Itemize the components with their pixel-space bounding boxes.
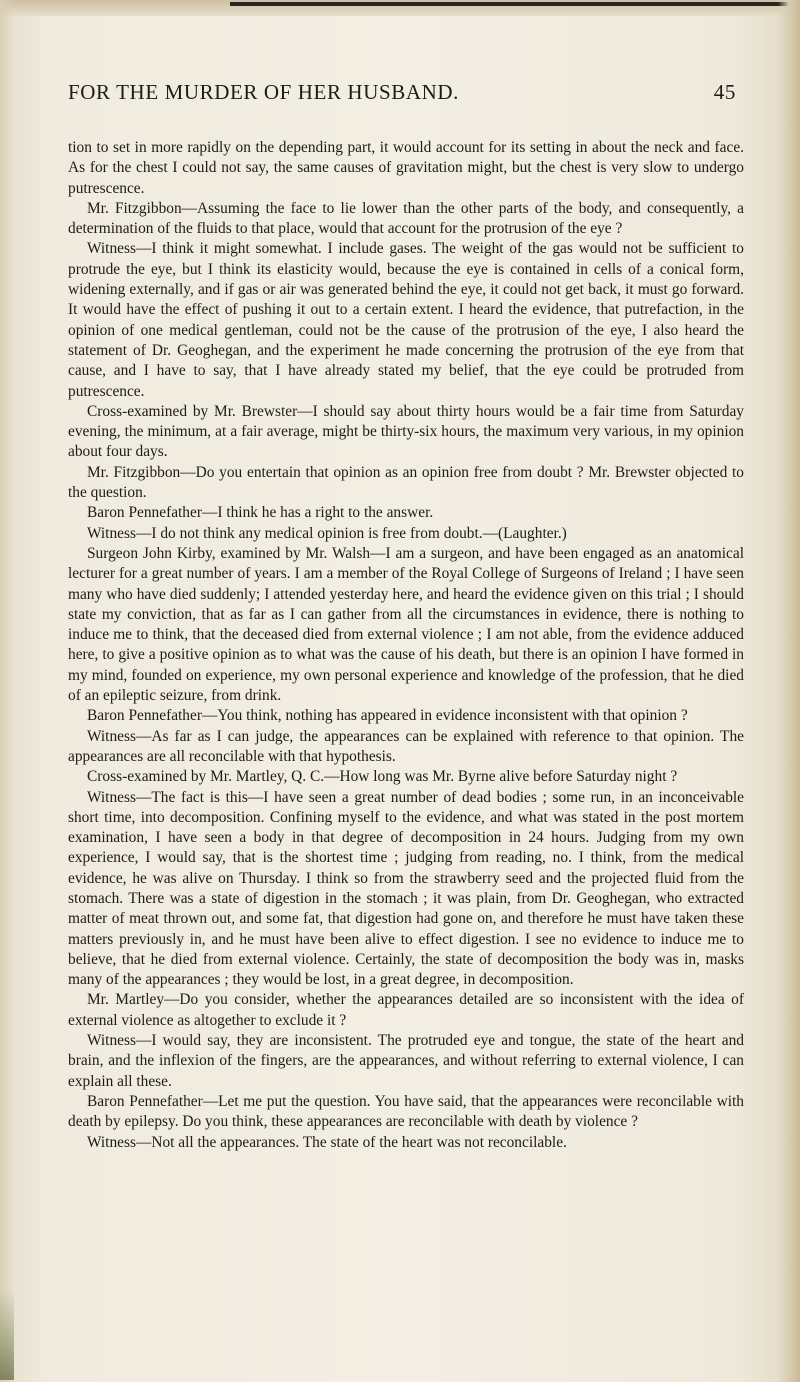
paragraph: Cross-examined by Mr. Martley, Q. C.—How long was Mr. Byrne alive before Saturday night ? — [87, 768, 678, 786]
page-top-edge — [0, 0, 800, 16]
running-head-title: FOR THE MURDER OF HER HUSBAND. — [68, 80, 459, 104]
paragraph: Mr. Fitzgibbon—Do you entertain that opinion as an opinion free from doubt ? Mr. Brewster objected to the question. — [68, 463, 744, 502]
paragraph: Surgeon John Kirby, examined by Mr. Walsh—I am a surgeon, and have been engaged as an anatomical lecturer for a great number of years. I am a member of the Royal College of Surgeons of Ireland ; I have seen many who have died suddenly; I attended yesterday here, and heard the evidence given on this trial ; I should state my conviction, that as far as I can gather from all the circumstances in evidence, there is nothing to induce me to think, that the deceased died from external violence ; I am not able, from the evidence adduced here, to give a positive opinion as to what was the cause of his death, but there is an opinion I have formed in my mind, founded on experience, my own personal experience and knowledge of the profession, that he died of an epileptic seizure, from drink. — [68, 544, 744, 705]
paragraph: Witness—I do not think any medical opinion is free from doubt.—(Laughter.) — [87, 524, 567, 542]
running-head — [68, 80, 736, 110]
paragraph: tion to set in more rapidly on the depending part, it would account for its setting in about the neck and face. As for the chest I could not say, the same causes of gravitation might, but the chest is very slow to undergo putrescence. — [68, 139, 744, 197]
paragraph: Baron Pennefather—I think he has a right to the answer. — [87, 504, 434, 522]
page-left-edge — [0, 0, 14, 1382]
top-rule — [230, 2, 800, 6]
paragraph: Witness—I would say, they are inconsistent. The protruded eye and tongue, the state of the heart and brain, and the inflexion of the fingers, are the appearances, and without referring to external violence, I can explain all these. — [68, 1032, 744, 1090]
paragraph: Mr. Martley—Do you consider, whether the appearances detailed are so inconsistent with the idea of external violence as altogether to exclude it ? — [68, 991, 744, 1029]
paragraph: Witness—I think it might somewhat. I include gases. The weight of the gas would not be sufficient to protrude the eye, but I think its elasticity would, because the eye is contained in cells of a conical form, widening externally, and if gas or air was generated behind the eye, it could not get back, it must go forward. It would have the effect of pushing it out to a certain extent. I heard the evidence, that putrefaction, in the opinion of one medical gentleman, could not be the cause of the protrusion of the eye, I also heard the statement of Dr. Geoghegan, and the experiment he made concerning the protrusion of the eye from that cause, and I have to say, that I have already stated my belief, that the eye could be protruded from putrescence. — [68, 240, 744, 400]
paragraph: Witness—As far as I can judge, the appearances can be explained with reference to that opinion. The appearances are all reconcilable with that hypothesis. — [68, 727, 744, 765]
body-text — [68, 138, 744, 1153]
paragraph: Witness—Not all the appearances. The state of the heart was not reconcilable. — [87, 1133, 567, 1151]
paragraph: Cross-examined by Mr. Brewster—I should say about thirty hours would be a fair time from Saturday evening, the minimum, at a fair average, might be thirty-six hours, the maximum very various, in my opinion about four days. — [68, 402, 744, 461]
page-right-edge — [778, 0, 800, 1382]
page-number: 45 — [713, 80, 736, 104]
paragraph: Witness—The fact is this—I have seen a great number of dead bodies ; some run, in an inconceivable short time, into decomposition. Confining myself to the evidence, and what was stated in the post mortem examination, I have seen a body in that degree of decomposition in 24 hours. Judging from my own experience, I would say, that is the shortest time ; judging from reading, no. I think, from the medical evidence, he was alive on Thursday. I think so from the strawberry seed and the projected fluid from the stomach. There was a state of digestion in the stomach ; it was plain, from Dr. Geoghegan, who extracted matter of meat thrown out, and some fat, that digestion had gone on, and therefore he must have taken these matters previously in, and he must have been alive to effect digestion. I see no evidence to induce me to believe, that he died from external violence. Certainly, the state of decomposition the body was in, masks many of the appearances ; they would be lost, in a great degree, in decomposition. — [68, 788, 744, 989]
paragraph: Baron Pennefather—Let me put the question. You have said, that the appearances were reconcilable with death by epilepsy. Do you think, these appearances are reconcilable with death by violence ? — [68, 1092, 744, 1131]
paragraph: Baron Pennefather—You think, nothing has appeared in evidence inconsistent with that opinion ? — [87, 707, 688, 725]
paragraph: Mr. Fitzgibbon—Assuming the face to lie lower than the other parts of the body, and consequently, a determination of the fluids to that place, would that account for the protrusion of the eye ? — [68, 199, 744, 238]
corner-smudge — [0, 1290, 14, 1380]
